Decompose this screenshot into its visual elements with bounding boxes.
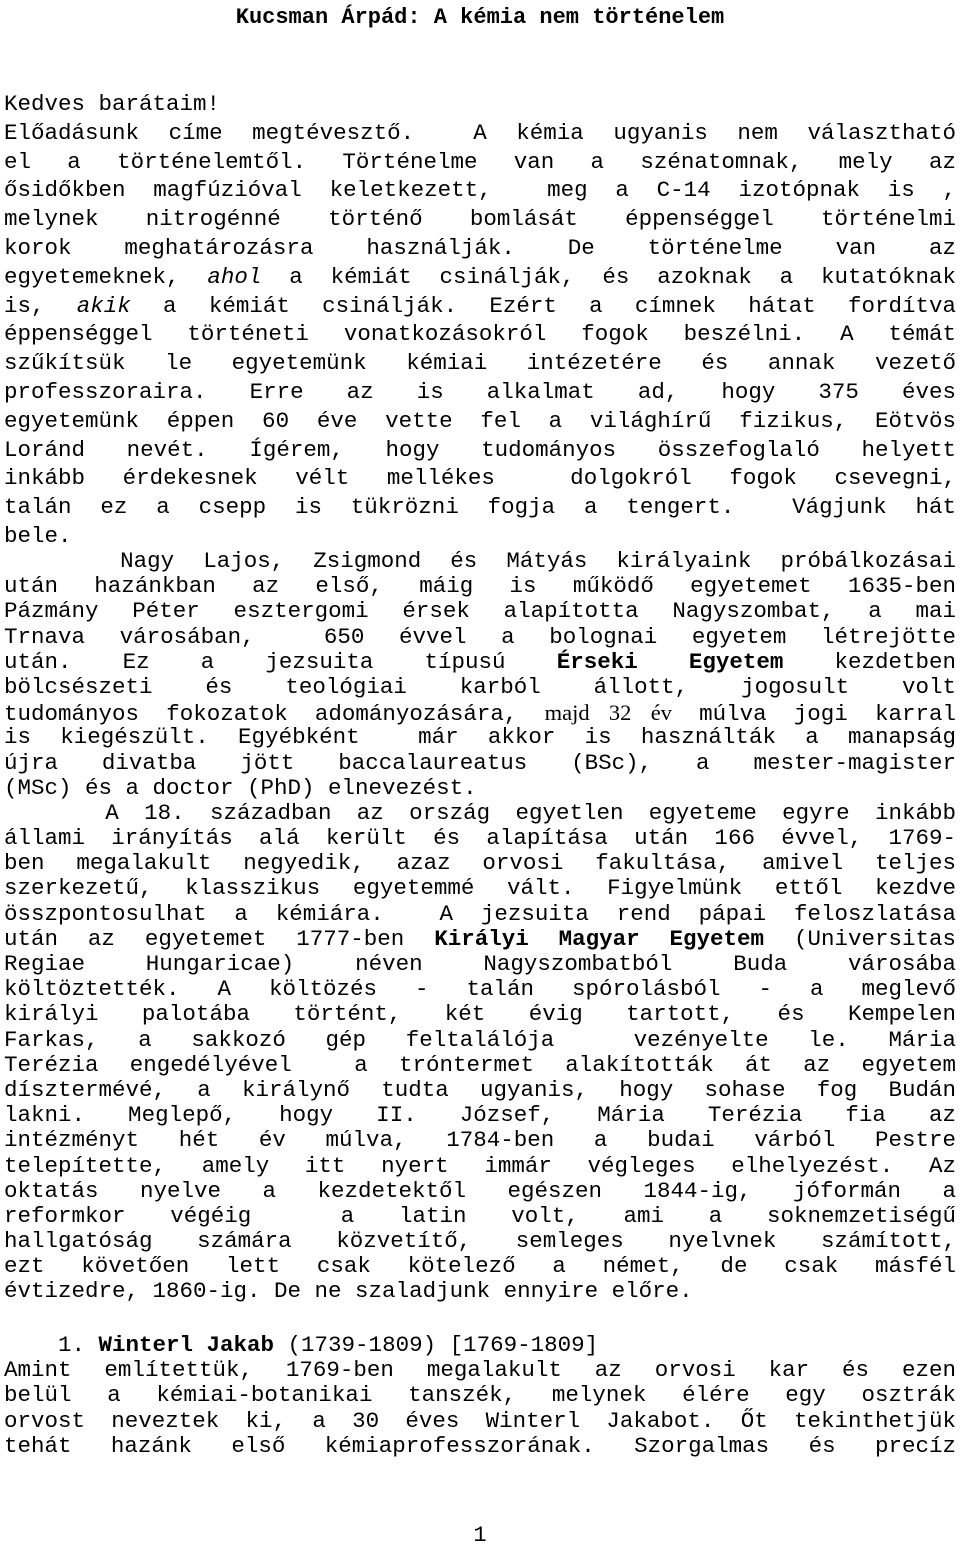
- page-number: 1: [473, 1523, 487, 1548]
- text-line: Terézia engedélyével a tróntermet alakították át az egyetem: [4, 1051, 956, 1078]
- text-line: Pázmány Péter esztergomi érsek alapította Nagyszombat, a mai: [4, 598, 956, 625]
- text-line: ősidőkben magfúzióval keletkezett, meg a C-14 izotópnak is ,: [4, 177, 956, 204]
- text-line: Előadásunk címe megtévesztő. A kémia ugyanis nem választható: [4, 119, 956, 146]
- text-line: után hazánkban az első, máig is működő egyetemet 1635-ben: [4, 573, 956, 600]
- text-line: reformkor végéig a latin volt, ami a soknemzetiségű: [4, 1202, 956, 1229]
- text-line: után az egyetemet 1777-ben Királyi Magyar Egyetem (Universitas: [4, 925, 956, 952]
- text-line: A 18. században az ország egyetlen egyeteme egyre inkább: [4, 799, 956, 826]
- text-line: Regiae Hungaricae) néven Nagyszombatból Buda városába: [4, 951, 956, 977]
- bold-term: Királyi Magyar Egyetem: [434, 925, 765, 952]
- text-line: is kiegészült. Egyébként már akkor is használták a manapság: [4, 724, 956, 751]
- text-line: orvost neveztek ki, a 30 éves Winterl Jakabot. Őt tekinthetjük: [4, 1407, 956, 1434]
- text-line: lakni. Meglepő, hogy II. József, Mária Terézia fia az: [4, 1102, 956, 1129]
- text-line: szűkítsük le egyetemünk kémiai intézetére és annak vezető: [4, 350, 956, 377]
- text-line: királyi palotába történt, két évig tartott, és Kempelen: [4, 1001, 956, 1028]
- text-line: inkább érdekesnek vélt mellékes dolgokról fogok csevegni,: [4, 465, 956, 492]
- text-line: oktatás nyelve a kezdetektől egészen 1844-ig, jóformán a: [4, 1177, 956, 1204]
- history-paragraphs: [4, 549, 956, 1305]
- text-line: ezt követően lett csak kötelező a német, de csak másfél: [4, 1253, 956, 1280]
- text-line: melynek nitrogénné történő bomlását éppenséggel történelmi: [4, 206, 956, 233]
- section-winterl: [4, 1333, 956, 1459]
- italic-word: ahol: [207, 263, 262, 290]
- text-line: évtizedre, 1860-ig. De ne szaladjunk ennyire előre.: [4, 1278, 693, 1305]
- text-line: ben megalakult negyedik, azaz orvosi fakultása, amivel teljes: [4, 850, 956, 877]
- text-line: állami irányítás alá került és alapítása után 166 évvel, 1769-: [4, 825, 956, 852]
- text-line: szerkezetű, klasszikus egyetemmé vált. Figyelmünk ettől kezdve: [4, 875, 956, 902]
- section-heading: 1. Winterl Jakab (1739-1809) [1769-1809]: [4, 1332, 599, 1358]
- bold-term: Érseki Egyetem: [556, 648, 784, 675]
- text-line: összpontosulhat a kémiára. A jezsuita rend pápai feloszlatása: [4, 900, 956, 927]
- text-line: Trnava városában, 650 évvel a bolognai egyetem létrejötte: [4, 623, 956, 650]
- text-line: korok meghatározásra használják. De történelme van az: [4, 234, 956, 261]
- text-line: éppenséggel történeti vonatkozásokról fogok beszélni. A témát: [4, 321, 956, 348]
- text-line: talán ez a csepp is tükrözni fogja a tengert. Vágjunk hát: [4, 494, 956, 521]
- text-line: Farkas, a sakkozó gép feltalálója vezényelte le. Mária: [4, 1026, 956, 1053]
- text-line: bele.: [4, 522, 72, 549]
- text-line: el a történelemtől. Történelme van a szénatomnak, mely az: [4, 148, 956, 175]
- text-line: Loránd nevét. Ígérem, hogy tudományos összefoglaló helyett: [4, 436, 956, 463]
- section-heading-name: Winterl Jakab: [98, 1332, 275, 1358]
- text-line: egyetemeknek, ahol a kémiát csinálják, és azoknak a kutatóknak: [4, 263, 956, 290]
- text-line: (MSc) és a doctor (PhD) elnevezést.: [4, 774, 477, 801]
- document-title: Kucsman Árpád: A kémia nem történelem: [235, 5, 725, 30]
- text-line: belül a kémiai-botanikai tanszék, melynek élére egy osztrák: [4, 1382, 956, 1409]
- text-line: újra divatba jött baccalaureatus (BSc), a mester-magister: [4, 749, 956, 776]
- text-line: tehát hazánk első kémiaprofesszorának. Szorgalmas és precíz: [4, 1432, 956, 1459]
- text-line: dísztermévé, a királynő tudta ugyanis, hogy sohase fog Budán: [4, 1076, 956, 1103]
- text-line: professzoraira. Erre az is alkalmat ad, hogy 375 éves: [4, 378, 956, 405]
- text-line: is, akik a kémiát csinálják. Ezért a címnek hátat fordítva: [4, 292, 956, 319]
- text-line: tudományos fokozatok adományozására, majd 32 év múlva jogi karral: [4, 700, 956, 728]
- text-line: Kedves barátaim!: [4, 91, 221, 117]
- text-line: költöztették. A költözés - talán spórolásból - a meglevő: [4, 976, 956, 1003]
- text-line: hallgatóság számára közvetítő, semleges nyelvnek számított,: [4, 1228, 956, 1255]
- text-line: telepítette, amely itt nyert immár végleges elhelyezést. Az: [4, 1152, 956, 1179]
- italic-word: akik: [76, 292, 131, 319]
- text-line: egyetemünk éppen 60 éve vette fel a világhírű fizikus, Eötvös: [4, 407, 956, 434]
- serif-phrase: majd 32 év: [544, 700, 672, 726]
- text-line: után. Ez a jezsuita típusú Érseki Egyetem kezdetben: [4, 648, 956, 675]
- text-line: Nagy Lajos, Zsigmond és Mátyás királyaink próbálkozásai: [4, 548, 956, 574]
- text-line: intézményt hét év múlva, 1784-ben a budai várból Pestre: [4, 1127, 956, 1154]
- text-line: bölcsészeti és teológiai karból állott, jogosult volt: [4, 673, 956, 700]
- intro-paragraph: [4, 90, 956, 551]
- text-line: Amint említettük, 1769-ben megalakult az orvosi kar és ezen: [4, 1357, 956, 1384]
